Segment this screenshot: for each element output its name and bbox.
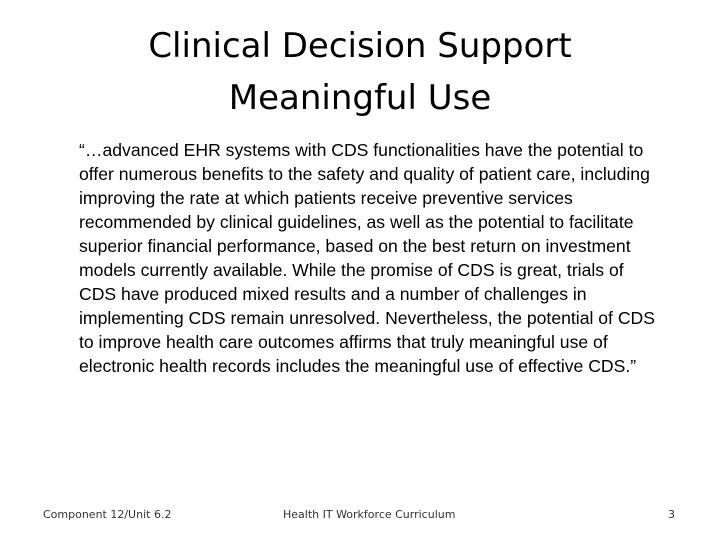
footer-component-label: Component 12/Unit 6.2 bbox=[43, 508, 172, 521]
quote-text: “…advanced EHR systems with CDS functionalities have the potential to offer numerous benefits to the safety and quality of patient care, including improving the rate at which patients receive preventive services recommended by clinical guidelines, as well as the potential to facilitate superior financial performance, based on the best return on investment models currently available. While the promise of CDS is great, trials of CDS have produced mixed results and a number of challenges in implementing CDS remain unresolved. Nevertheless, the potential of CDS to improve health care outcomes affirms that truly meaningful use of electronic health records includes the meaningful use of effective CDS.” bbox=[79, 140, 655, 376]
slide-title bbox=[60, 20, 660, 124]
slide-title-line-1: Clinical Decision Support bbox=[148, 26, 572, 66]
slide-title-line-2: Meaningful Use bbox=[228, 78, 492, 118]
footer-page-number: 3 bbox=[668, 508, 675, 521]
footer-curriculum-label: Health IT Workforce Curriculum bbox=[283, 508, 456, 521]
